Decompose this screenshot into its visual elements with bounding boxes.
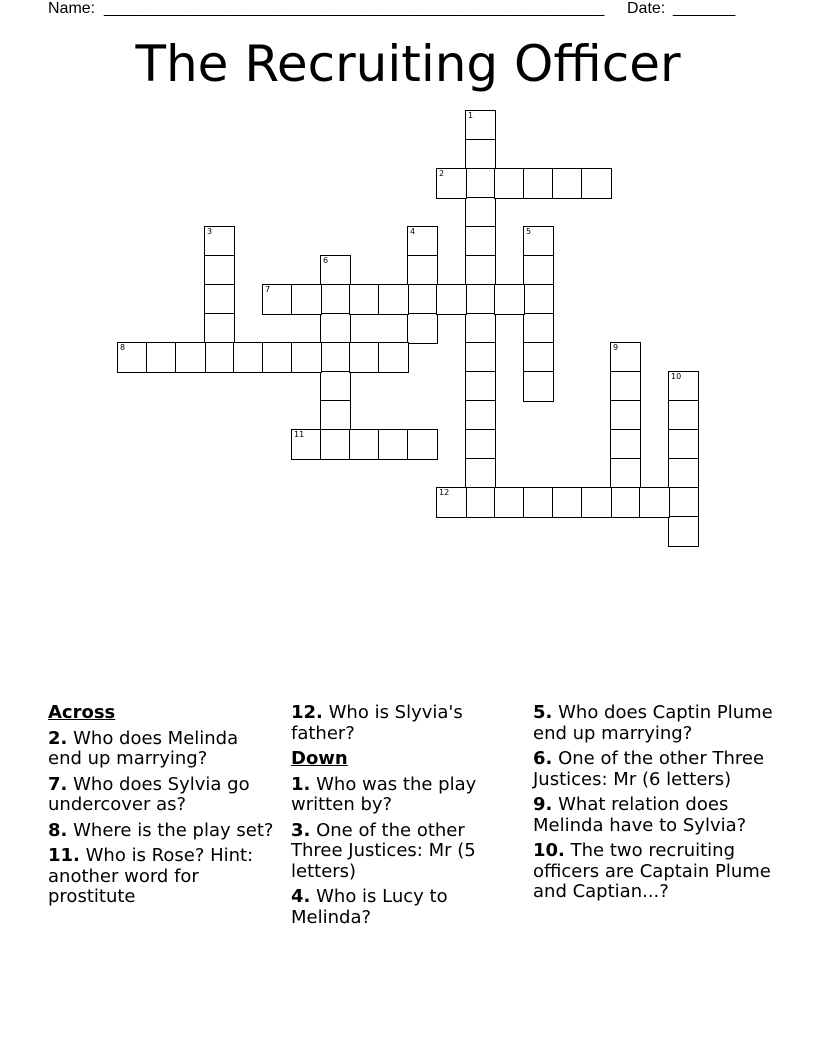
grid-cell[interactable] — [262, 284, 293, 315]
grid-cell[interactable] — [291, 342, 322, 373]
grid-cell[interactable] — [146, 342, 177, 373]
clue-down-5 — [533, 703, 773, 744]
clue-text: Who does Captin Plume end up marrying? — [533, 702, 773, 744]
cell-number: 1 — [468, 111, 474, 120]
clue-text: Where is the play set? — [73, 819, 274, 841]
grid-cell[interactable] — [552, 168, 583, 199]
grid-cell[interactable] — [494, 487, 525, 518]
date-blank[interactable]: _______ — [673, 0, 736, 17]
grid-cell[interactable] — [523, 255, 554, 286]
grid-cell[interactable] — [494, 284, 525, 315]
clue-number: 8. — [48, 819, 68, 841]
clue-across-8 — [48, 821, 276, 842]
grid-cell[interactable] — [291, 284, 322, 315]
grid-cell[interactable] — [320, 255, 351, 286]
grid-cell[interactable] — [204, 313, 235, 344]
grid-cell[interactable] — [204, 284, 235, 315]
clue-across-11 — [48, 846, 276, 908]
clue-number: 3. — [291, 819, 311, 841]
clue-column-2 — [291, 703, 519, 933]
grid-cell[interactable] — [436, 284, 467, 315]
cell-number: 4 — [410, 227, 416, 236]
grid-cell[interactable] — [668, 429, 699, 460]
clue-text: The two recruiting officers are Captain Plume and Captian...? — [533, 840, 771, 902]
clue-number: 1. — [291, 773, 311, 795]
grid-cell[interactable] — [465, 110, 496, 141]
cell-number: 10 — [671, 372, 682, 381]
grid-cell[interactable] — [610, 458, 641, 489]
grid-cell[interactable] — [320, 313, 351, 344]
grid-cell[interactable] — [117, 342, 148, 373]
clue-text: Who is Rose? Hint: another word for prostitute — [48, 845, 254, 907]
grid-cell[interactable] — [639, 487, 670, 518]
clue-across-7 — [48, 775, 276, 816]
grid-cell[interactable] — [436, 487, 467, 518]
grid-cell[interactable] — [465, 168, 496, 199]
grid-cell[interactable] — [523, 313, 554, 344]
grid-cell[interactable] — [465, 400, 496, 431]
grid-cell[interactable] — [465, 313, 496, 344]
clue-down-9 — [533, 795, 773, 836]
grid-cell[interactable] — [581, 487, 612, 518]
clue-number: 5. — [533, 702, 553, 723]
grid-cell[interactable] — [668, 487, 699, 518]
puzzle-title: The Recruiting Officer — [135, 35, 681, 93]
grid-cell[interactable] — [407, 429, 438, 460]
grid-cell[interactable] — [465, 487, 496, 518]
grid-cell[interactable] — [320, 371, 351, 402]
grid-cell[interactable] — [204, 226, 235, 257]
grid-cell[interactable] — [465, 371, 496, 402]
cell-number: 5 — [526, 227, 532, 236]
grid-cell[interactable] — [204, 255, 235, 286]
grid-cell[interactable] — [465, 226, 496, 257]
grid-cell[interactable] — [349, 342, 380, 373]
cell-number: 7 — [265, 285, 271, 294]
date-label: Date: — [627, 0, 666, 17]
grid-cell[interactable] — [349, 284, 380, 315]
clue-column-3 — [533, 703, 773, 908]
grid-cell[interactable] — [668, 458, 699, 489]
grid-cell[interactable] — [523, 487, 554, 518]
down-heading: Down — [291, 748, 348, 769]
clue-down-6 — [533, 749, 773, 790]
grid-cell[interactable] — [291, 429, 322, 460]
clue-text: One of the other Three Justices: Mr (5 letters) — [291, 819, 476, 882]
grid-cell[interactable] — [668, 371, 699, 402]
cell-number: 11 — [294, 430, 305, 439]
clue-column-1 — [48, 703, 276, 913]
grid-cell[interactable] — [523, 168, 554, 199]
clue-number: 10. — [533, 840, 565, 861]
clue-down-10 — [533, 841, 773, 903]
grid-cell[interactable] — [610, 429, 641, 460]
clue-number: 9. — [533, 794, 553, 815]
clue-number: 12. — [291, 702, 323, 723]
across-heading: Across — [48, 702, 116, 723]
grid-cell[interactable] — [407, 255, 438, 286]
grid-cell[interactable] — [436, 168, 467, 199]
clue-text: Who does Melinda end up marrying? — [48, 727, 239, 769]
grid-cell[interactable] — [523, 226, 554, 257]
clue-text: Who is Lucy to Melinda? — [291, 886, 448, 928]
clue-down-3 — [291, 821, 519, 883]
grid-cell[interactable] — [320, 429, 351, 460]
grid-cell[interactable] — [204, 342, 235, 373]
grid-cell[interactable] — [320, 342, 351, 373]
cell-number: 8 — [120, 343, 126, 352]
grid-cell[interactable] — [668, 516, 699, 547]
grid-cell[interactable] — [465, 342, 496, 373]
cell-number: 12 — [439, 488, 450, 497]
grid-cell[interactable] — [465, 429, 496, 460]
grid-cell[interactable] — [523, 284, 554, 315]
grid-cell[interactable] — [465, 197, 496, 228]
grid-cell[interactable] — [378, 342, 409, 373]
grid-cell[interactable] — [465, 139, 496, 170]
clue-text: Who does Sylvia go undercover as? — [48, 773, 250, 815]
grid-cell[interactable] — [378, 429, 409, 460]
cell-number: 6 — [323, 256, 329, 265]
clue-text: Who was the play written by? — [291, 773, 477, 815]
grid-cell[interactable] — [465, 284, 496, 315]
grid-cell[interactable] — [610, 342, 641, 373]
name-blank[interactable]: _______________________________________________________ — [104, 0, 605, 17]
grid-cell[interactable] — [581, 168, 612, 199]
grid-cell[interactable] — [523, 342, 554, 373]
grid-cell[interactable] — [610, 371, 641, 402]
grid-cell[interactable] — [407, 313, 438, 344]
grid-cell[interactable] — [407, 284, 438, 315]
clue-number: 6. — [533, 748, 553, 769]
clue-number: 7. — [48, 773, 68, 795]
grid-cell[interactable] — [610, 400, 641, 431]
grid-cell[interactable] — [523, 371, 554, 402]
cell-number: 2 — [439, 169, 445, 178]
clue-down-1 — [291, 775, 519, 816]
grid-cell[interactable] — [552, 487, 583, 518]
grid-cell[interactable] — [262, 342, 293, 373]
grid-cell[interactable] — [320, 284, 351, 315]
grid-cell[interactable] — [610, 487, 641, 518]
grid-cell[interactable] — [233, 342, 264, 373]
grid-cell[interactable] — [668, 400, 699, 431]
grid-cell[interactable] — [320, 400, 351, 431]
clue-across-2 — [48, 729, 276, 770]
clue-number: 2. — [48, 727, 68, 749]
grid-cell[interactable] — [378, 284, 409, 315]
cell-number: 9 — [613, 343, 619, 352]
grid-cell[interactable] — [175, 342, 206, 373]
clue-across-12 — [291, 703, 519, 744]
clue-down-4 — [291, 887, 519, 928]
clue-number: 11. — [48, 845, 80, 866]
name-label: Name: — [48, 0, 96, 17]
grid-cell[interactable] — [465, 458, 496, 489]
clue-text: What relation does Melinda have to Sylvia? — [533, 794, 747, 836]
grid-cell[interactable] — [407, 226, 438, 257]
grid-cell[interactable] — [494, 168, 525, 199]
cell-number: 3 — [207, 227, 213, 236]
grid-cell[interactable] — [465, 255, 496, 286]
grid-cell[interactable] — [349, 429, 380, 460]
clue-text: One of the other Three Justices: Mr (6 letters) — [533, 748, 765, 790]
clue-number: 4. — [291, 886, 311, 907]
clue-text: Who is Slyvia's father? — [291, 702, 463, 744]
